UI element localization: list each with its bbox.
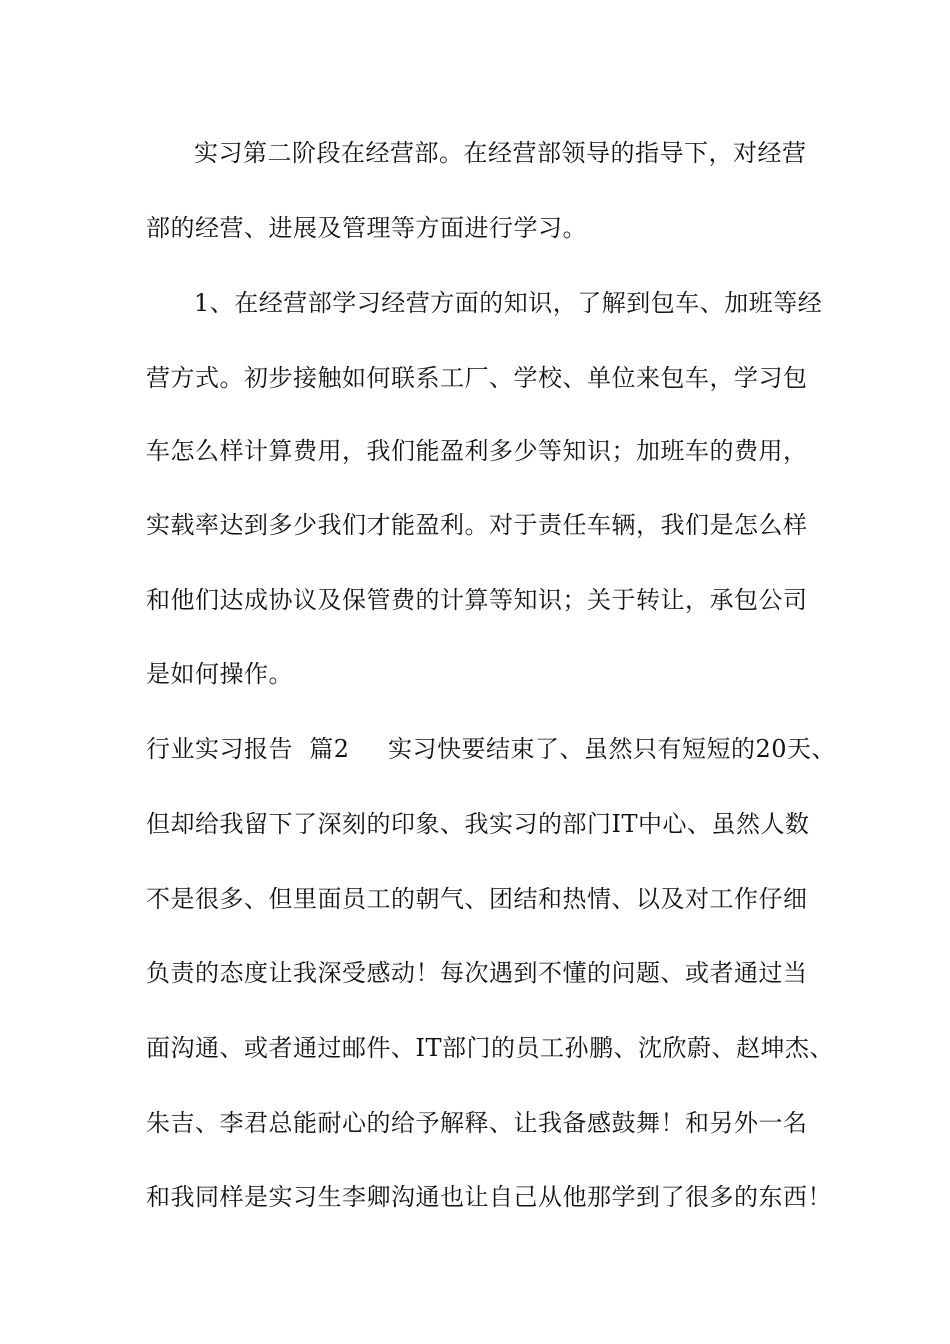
paragraph-line: 面沟通、或者通过邮件、IT部门的员工孙鹏、沈欣蔚、赵坤杰、	[146, 1034, 834, 1062]
paragraph-line: 是如何操作。	[146, 660, 293, 688]
paragraph-line: 不是很多、但里面员工的朝气、团结和热情、以及对工作仔细	[146, 885, 808, 913]
paragraph-line: 负责的态度让我深受感动！每次遇到不懂的问题、或者通过当	[146, 959, 808, 987]
paragraph-line: 和我同样是实习生李卿沟通也让自己从他那学到了很多的东西！	[146, 1183, 832, 1211]
paragraph-line: 实习第二阶段在经营部。在经营部领导的指导下，对经营	[194, 139, 807, 167]
paragraph-line: 但却给我留下了深刻的印象、我实习的部门IT中心、虽然人数	[146, 810, 810, 838]
section-heading: 行业实习报告 篇2	[146, 735, 350, 763]
paragraph-line: 车怎么样计算费用，我们能盈利多少等知识；加班车的费用，	[146, 437, 808, 465]
paragraph-line: 朱吉、李君总能耐心的给予解释、让我备感鼓舞！和另外一名	[146, 1109, 808, 1137]
paragraph-line: 实习快要结束了、虽然只有短短的20天、	[388, 735, 837, 763]
paragraph-line: 和他们达成协议及保管费的计算等知识；关于转让，承包公司	[146, 586, 808, 614]
paragraph-line: 1、在经营部学习经营方面的知识，了解到包车、加班等经	[194, 289, 823, 317]
paragraph-line: 实载率达到多少我们才能盈利。对于责任车辆，我们是怎么样	[146, 511, 808, 539]
paragraph-line: 营方式。初步接触如何联系工厂、学校、单位来包车，学习包	[146, 364, 808, 392]
paragraph-line: 部的经营、进展及管理等方面进行学习。	[146, 214, 587, 242]
